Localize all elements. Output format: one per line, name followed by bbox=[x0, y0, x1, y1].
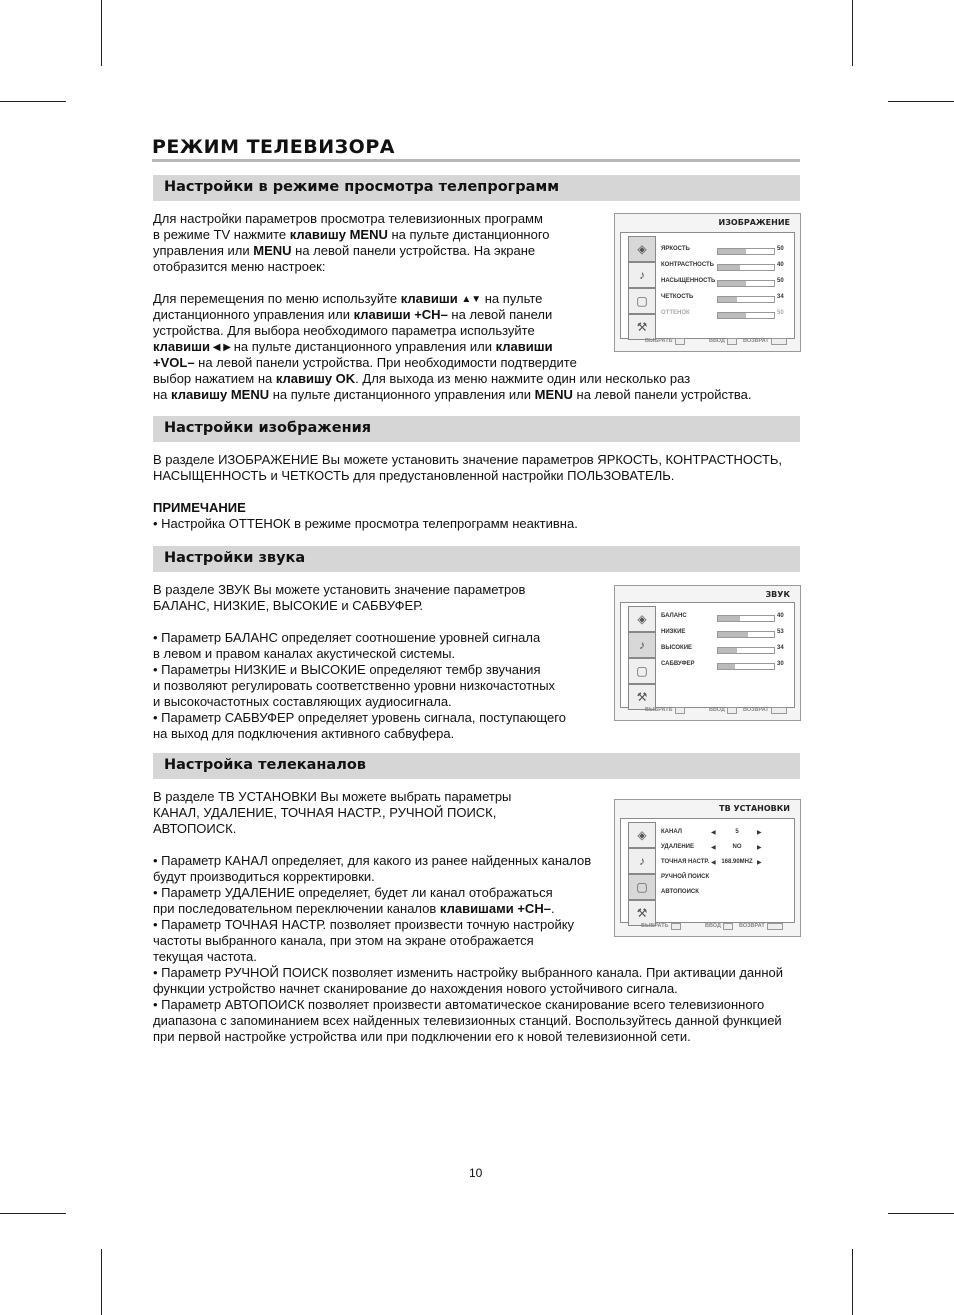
osd-sound-menu bbox=[614, 585, 801, 721]
text-run: устройства. Для выбора необходимого параметра используйте bbox=[153, 323, 535, 338]
text-run: в режиме TV нажмите bbox=[153, 227, 290, 242]
osd-item-label: НАСЫЩЕННОСТЬ bbox=[661, 278, 716, 284]
text-run: выбор нажатием на bbox=[153, 371, 276, 386]
text-run: при последовательном переключении каналов bbox=[153, 901, 440, 916]
arrow-right-icon: ▶ bbox=[757, 860, 762, 866]
osd-level-fill bbox=[718, 249, 746, 254]
text-run: • Параметр АВТОПОИСК позволяет произвести автоматическое сканирование всего телевизионного bbox=[153, 997, 765, 1012]
osd-level-fill bbox=[718, 648, 737, 653]
text-line bbox=[153, 869, 375, 885]
text-line bbox=[153, 694, 452, 710]
osd-row bbox=[661, 629, 791, 639]
text-line bbox=[153, 259, 326, 275]
arrow-keys-glyph: ▲▼ bbox=[461, 294, 482, 305]
text-run: и позволяют регулировать соответственно уровни низкочастотных bbox=[153, 678, 556, 693]
tv-setup-icon: ▢ bbox=[628, 874, 656, 900]
osd-level-bar bbox=[717, 631, 775, 638]
osd-level-bar bbox=[717, 647, 775, 654]
section-title: Настройка телеканалов bbox=[164, 757, 366, 773]
text-run: клавишу MENU bbox=[289, 227, 388, 242]
osd-level-fill bbox=[718, 616, 740, 621]
crop-mark bbox=[101, 0, 102, 66]
text-line bbox=[153, 1013, 782, 1029]
tv-setup-icon: ▢ bbox=[628, 288, 656, 314]
text-run: клавиши bbox=[400, 291, 462, 306]
text-line bbox=[153, 1029, 691, 1045]
osd-item-value: 5 bbox=[735, 829, 739, 835]
text-line bbox=[153, 243, 535, 259]
crop-mark bbox=[888, 101, 954, 102]
osd-header: ЗВУК bbox=[765, 590, 790, 599]
text-run: MENU bbox=[534, 387, 573, 402]
osd-level-bar bbox=[717, 615, 775, 622]
osd-item-label: ОТТЕНОК bbox=[661, 310, 690, 316]
text-run: клавиши bbox=[495, 339, 553, 354]
text-run: ПРИМЕЧАНИЕ bbox=[153, 500, 246, 515]
osd-level-fill bbox=[718, 664, 735, 669]
title-rule bbox=[152, 159, 800, 162]
osd-row bbox=[661, 310, 791, 320]
text-run: на пульте дистанционного управления или bbox=[233, 339, 496, 354]
osd-item-value: 30 bbox=[777, 661, 784, 667]
text-line bbox=[153, 726, 454, 742]
osd-item-value: 50 bbox=[777, 310, 784, 316]
osd-row bbox=[661, 246, 791, 256]
section-header-channels bbox=[153, 753, 800, 779]
arrow-right-icon: ▶ bbox=[757, 845, 762, 851]
osd-picture-menu bbox=[614, 213, 801, 352]
osd-row bbox=[661, 829, 791, 839]
crop-mark bbox=[852, 0, 853, 66]
text-line bbox=[153, 582, 525, 598]
osd-level-bar bbox=[717, 280, 775, 287]
osd-footer-enter: ВВОД bbox=[705, 923, 721, 929]
text-line bbox=[153, 997, 764, 1013]
text-run: В разделе ИЗОБРАЖЕНИЕ Вы можете установить значение параметров ЯРКОСТЬ, КОНТРАСТНОСТЬ, bbox=[153, 452, 783, 467]
settings-wrench-icon: ⚒ bbox=[628, 314, 656, 340]
text-run: и высокочастотных составляющих аудиосигнала. bbox=[153, 694, 452, 709]
text-line bbox=[153, 452, 782, 468]
osd-row bbox=[661, 859, 791, 869]
text-run: в левом и правом каналах акустической системы. bbox=[153, 646, 456, 661]
text-run: В разделе ЗВУК Вы можете установить значение параметров bbox=[153, 582, 526, 597]
text-line bbox=[153, 355, 577, 371]
text-run: • Параметр БАЛАНС определяет соотношение уровней сигнала bbox=[153, 630, 541, 645]
text-run: на bbox=[153, 387, 172, 402]
text-run: на выход для подключения активного сабвуфера. bbox=[153, 726, 455, 741]
sound-icon: ♪ bbox=[628, 262, 656, 288]
text-run: на левой панели устройства. На экране bbox=[291, 243, 536, 258]
text-line bbox=[153, 598, 423, 614]
text-line bbox=[153, 678, 555, 694]
text-line bbox=[153, 307, 552, 323]
osd-item-label: ТОЧНАЯ НАСТР. bbox=[661, 859, 710, 865]
text-line bbox=[153, 965, 783, 981]
osd-footer-enter: ВВОД bbox=[709, 338, 725, 344]
text-line bbox=[153, 949, 257, 965]
sound-icon: ♪ bbox=[628, 632, 656, 658]
text-run: • Параметр КАНАЛ определяет, для какого из ранее найденных каналов bbox=[153, 853, 592, 868]
osd-row bbox=[661, 874, 791, 884]
text-run: диапазона с запоминанием всех найденных телевизионных станций. Воспользуйтесь данной функцией bbox=[153, 1013, 782, 1028]
text-line bbox=[153, 500, 246, 516]
picture-icon: ◈ bbox=[628, 236, 656, 262]
crop-mark bbox=[0, 1213, 66, 1214]
osd-level-bar bbox=[717, 312, 775, 319]
section-header-picture bbox=[153, 416, 800, 442]
osd-item-value: 168.90MHZ bbox=[721, 859, 753, 865]
osd-footer-select: ВЫБРАТЬ bbox=[645, 338, 673, 344]
text-run: на левой панели устройства. При необходимости подтвердите bbox=[194, 355, 577, 370]
text-run: отобразится меню настроек: bbox=[153, 259, 326, 274]
osd-item-value: 40 bbox=[777, 613, 784, 619]
osd-item-label: КОНТРАСТНОСТЬ bbox=[661, 262, 714, 268]
text-line bbox=[153, 516, 578, 532]
text-line bbox=[153, 805, 496, 821]
crop-mark bbox=[0, 101, 66, 102]
section-header-sound bbox=[153, 546, 800, 572]
arrow-left-icon: ◀ bbox=[711, 830, 716, 836]
section-title: Настройки изображения bbox=[164, 420, 372, 436]
text-run: • Настройка ОТТЕНОК в режиме просмотра телепрограмм неактивна. bbox=[153, 516, 578, 531]
osd-row bbox=[661, 294, 791, 304]
picture-icon: ◈ bbox=[628, 822, 656, 848]
crop-mark bbox=[101, 1249, 102, 1315]
text-run: частоты выбранного канала, при этом на экране отображается bbox=[153, 933, 534, 948]
sound-icon: ♪ bbox=[628, 848, 656, 874]
text-run: клавиши +CH– bbox=[353, 307, 448, 322]
crop-mark bbox=[888, 1213, 954, 1214]
text-run: на пульте дистанционного управления или bbox=[269, 387, 535, 402]
text-run: +VOL– bbox=[153, 355, 195, 370]
text-run: КАНАЛ, УДАЛЕНИЕ, ТОЧНАЯ НАСТР., РУЧНОЙ ПОИСК, bbox=[153, 805, 497, 820]
text-line bbox=[153, 853, 591, 869]
text-run: • Параметр РУЧНОЙ ПОИСК позволяет изменить настройку выбранного канала. При активации данной bbox=[153, 965, 783, 980]
text-line bbox=[153, 211, 543, 227]
page-number: 10 bbox=[469, 1166, 483, 1180]
osd-item-value: 40 bbox=[777, 262, 784, 268]
text-run: АВТОПОИСК. bbox=[153, 821, 237, 836]
arrow-left-icon: ◀ bbox=[711, 845, 716, 851]
arrow-right-icon: ▶ bbox=[757, 830, 762, 836]
osd-footer-back: ВОЗВРАТ bbox=[743, 338, 769, 344]
text-run: на пульте bbox=[481, 291, 543, 306]
osd-item-label: ЯРКОСТЬ bbox=[661, 246, 690, 252]
osd-item-label: САБВУФЕР bbox=[661, 661, 695, 667]
text-run: управления или bbox=[153, 243, 254, 258]
osd-header: ИЗОБРАЖЕНИЕ bbox=[718, 218, 790, 227]
osd-level-bar bbox=[717, 248, 775, 255]
osd-item-value: NO bbox=[732, 844, 742, 850]
text-line bbox=[153, 917, 574, 933]
osd-header: ТВ УСТАНОВКИ bbox=[719, 804, 790, 813]
osd-level-bar bbox=[717, 264, 775, 271]
text-line bbox=[153, 468, 674, 484]
text-run: . bbox=[550, 901, 555, 916]
text-run: дистанционного управления или bbox=[153, 307, 354, 322]
crop-mark bbox=[852, 1249, 853, 1315]
osd-level-bar bbox=[717, 663, 775, 670]
text-run: В разделе ТВ УСТАНОВКИ Вы можете выбрать параметры bbox=[153, 789, 512, 804]
text-line bbox=[153, 630, 540, 646]
text-run: клавишу OK bbox=[275, 371, 356, 386]
osd-footer-enter: ВВОД bbox=[709, 707, 725, 713]
text-run: при первой настройке устройства или при подключении его к новой телевизионной сети. bbox=[153, 1029, 691, 1044]
text-run: функции устройство начнет сканирование до нахождения нового устойчивого сигнала. bbox=[153, 981, 678, 996]
osd-level-fill bbox=[718, 265, 740, 270]
text-line bbox=[153, 291, 542, 308]
arrow-left-icon: ◀ bbox=[711, 860, 716, 866]
text-line bbox=[153, 227, 550, 243]
osd-footer-back: ВОЗВРАТ bbox=[739, 923, 765, 929]
osd-level-fill bbox=[718, 632, 748, 637]
osd-footer-back: ВОЗВРАТ bbox=[743, 707, 769, 713]
osd-item-label: РУЧНОЙ ПОИСК bbox=[661, 874, 710, 880]
osd-footer bbox=[615, 923, 800, 932]
text-run: • Параметр САБВУФЕР определяет уровень сигнала, поступающего bbox=[153, 710, 566, 725]
text-line bbox=[153, 885, 553, 901]
osd-level-fill bbox=[718, 281, 746, 286]
text-run: клавишами +CH– bbox=[439, 901, 551, 916]
osd-item-label: НИЗКИЕ bbox=[661, 629, 686, 635]
osd-item-label: ВЫСОКИЕ bbox=[661, 645, 693, 651]
text-line bbox=[153, 821, 236, 837]
text-run: • Параметры НИЗКИЕ и ВЫСОКИЕ определяют тембр звучания bbox=[153, 662, 541, 677]
osd-item-value: 53 bbox=[777, 629, 784, 635]
settings-wrench-icon: ⚒ bbox=[628, 900, 656, 926]
text-line bbox=[153, 710, 566, 726]
osd-item-value: 50 bbox=[777, 278, 784, 284]
osd-footer-select: ВЫБРАТЬ bbox=[645, 707, 673, 713]
osd-item-label: БАЛАНС bbox=[661, 613, 687, 619]
osd-footer-select: ВЫБРАТЬ bbox=[641, 923, 669, 929]
text-run: будут производиться корректировки. bbox=[153, 869, 375, 884]
osd-footer bbox=[615, 707, 800, 716]
osd-item-label: АВТОПОИСК bbox=[661, 889, 699, 895]
arrow-keys-glyph: ◀ ▶ bbox=[209, 342, 234, 353]
text-run: текущая частота. bbox=[153, 949, 257, 964]
text-run: БАЛАНС, НИЗКИЕ, ВЫСОКИЕ и САБВУФЕР. bbox=[153, 598, 424, 613]
tv-setup-icon: ▢ bbox=[628, 658, 656, 684]
osd-row bbox=[661, 645, 791, 655]
text-run: MENU bbox=[253, 243, 292, 258]
osd-item-label: УДАЛЕНИЕ bbox=[661, 844, 694, 850]
text-run: Для перемещения по меню используйте bbox=[153, 291, 401, 306]
text-line bbox=[153, 789, 511, 805]
text-line bbox=[153, 339, 553, 356]
text-run: клавиши bbox=[153, 339, 210, 354]
text-run: • Параметр ТОЧНАЯ НАСТР. позволяет произвести точную настройку bbox=[153, 917, 575, 932]
osd-level-fill bbox=[718, 313, 746, 318]
osd-level-fill bbox=[718, 297, 737, 302]
text-line bbox=[153, 323, 535, 339]
text-line bbox=[153, 981, 678, 997]
osd-item-value: 34 bbox=[777, 645, 784, 651]
text-line bbox=[153, 371, 690, 387]
osd-row bbox=[661, 661, 791, 671]
osd-row bbox=[661, 262, 791, 272]
picture-icon: ◈ bbox=[628, 606, 656, 632]
section-title: Настройки звука bbox=[164, 550, 306, 566]
osd-item-label: ЧЕТКОСТЬ bbox=[661, 294, 694, 300]
osd-footer bbox=[615, 338, 800, 347]
text-run: клавишу MENU bbox=[171, 387, 270, 402]
text-run: НАСЫЩЕННОСТЬ и ЧЕТКОСТЬ для предустановленной настройки ПОЛЬЗОВАТЕЛЬ. bbox=[153, 468, 675, 483]
text-run: Для настройки параметров просмотра телевизионных программ bbox=[153, 211, 543, 226]
osd-row bbox=[661, 844, 791, 854]
text-run: на левой панели bbox=[447, 307, 553, 322]
section-header-tv-viewing bbox=[153, 175, 800, 201]
osd-item-label: КАНАЛ bbox=[661, 829, 682, 835]
text-run: . Для выхода из меню нажмите один или несколько раз bbox=[355, 371, 691, 386]
osd-tv-setup-menu bbox=[614, 799, 801, 937]
osd-level-bar bbox=[717, 296, 775, 303]
osd-row bbox=[661, 889, 791, 899]
text-run: на пульте дистанционного bbox=[387, 227, 550, 242]
section-title: Настройки в режиме просмотра телепрограмм bbox=[164, 179, 560, 195]
osd-item-value: 34 bbox=[777, 294, 784, 300]
osd-item-value: 50 bbox=[777, 246, 784, 252]
settings-wrench-icon: ⚒ bbox=[628, 684, 656, 710]
text-run: на левой панели устройства. bbox=[572, 387, 752, 402]
text-line bbox=[153, 901, 555, 917]
text-line bbox=[153, 387, 752, 403]
osd-row bbox=[661, 278, 791, 288]
osd-row bbox=[661, 613, 791, 623]
text-line bbox=[153, 933, 534, 949]
text-line bbox=[153, 662, 541, 678]
text-run: • Параметр УДАЛЕНИЕ определяет, будет ли канал отображаться bbox=[153, 885, 553, 900]
text-line bbox=[153, 646, 455, 662]
page-title: РЕЖИМ ТЕЛЕВИЗОРА bbox=[152, 136, 395, 158]
